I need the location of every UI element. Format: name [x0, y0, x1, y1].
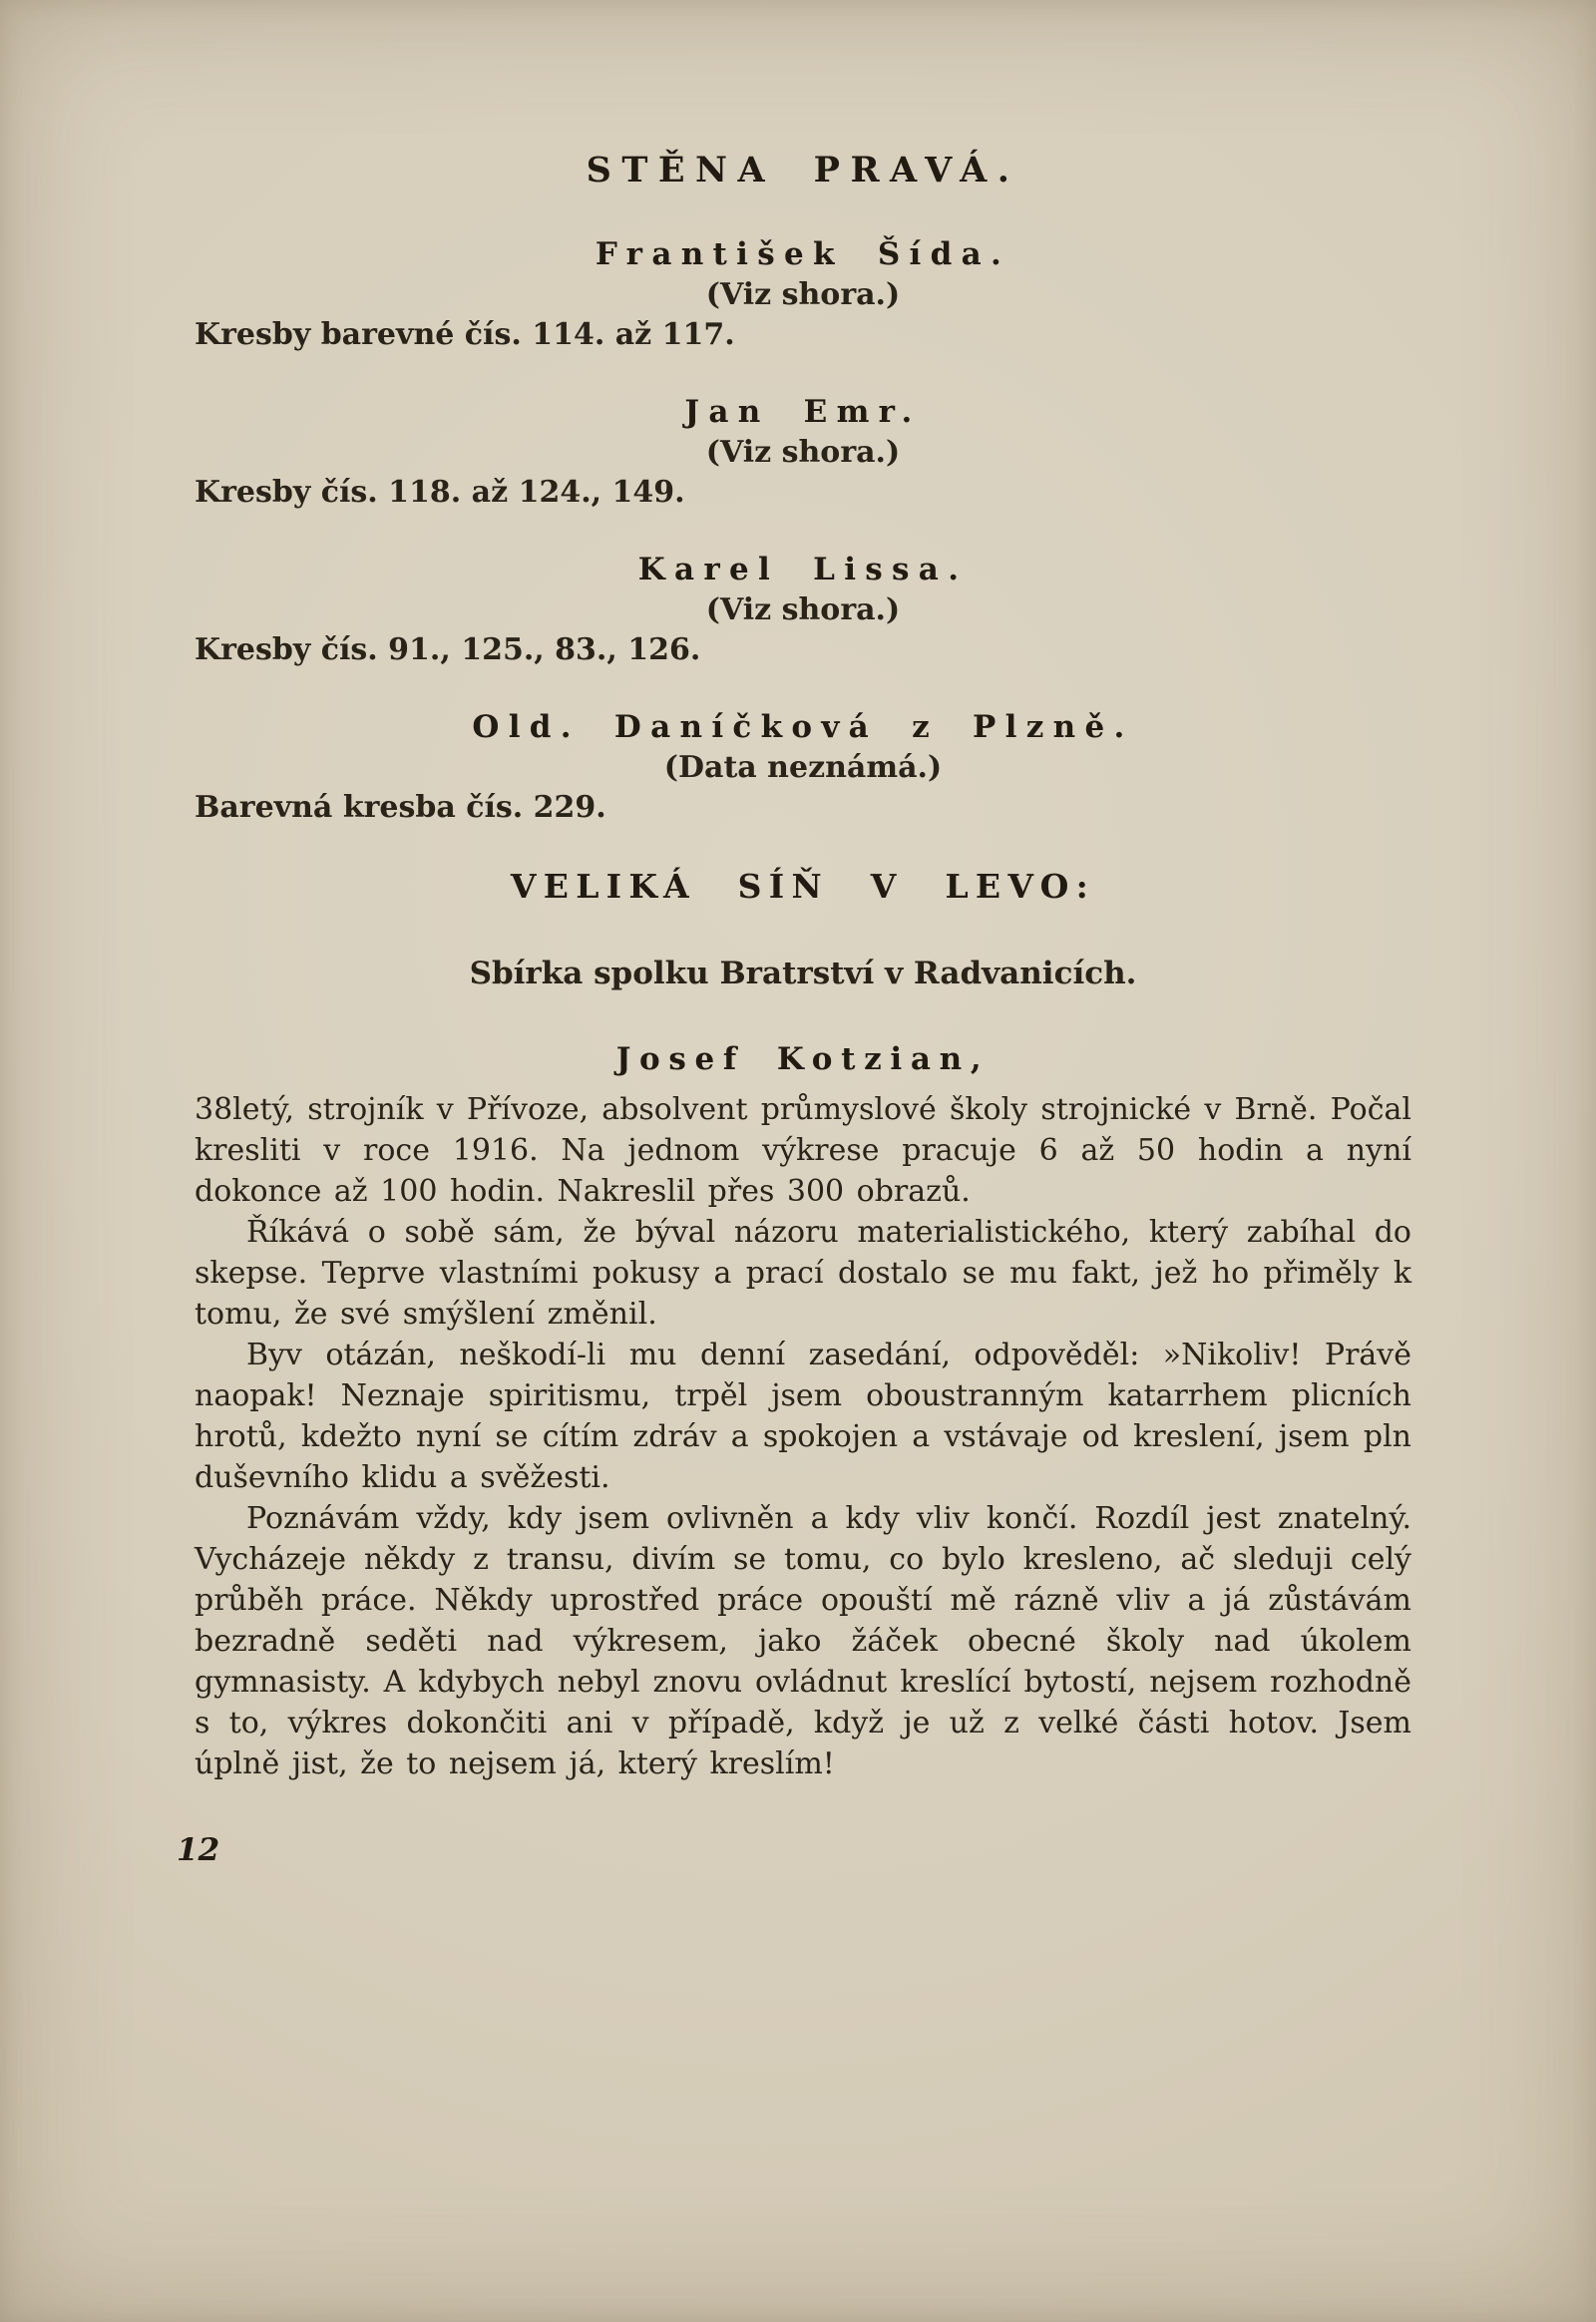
- artist-name: František Šída.: [595, 236, 1011, 272]
- biography-name: Josef Kotzian,: [615, 1041, 991, 1077]
- artist-note: (Viz shora.): [705, 435, 901, 470]
- page-number: 12: [177, 1832, 220, 1868]
- artist-works: Kresby čís. 118. až 124., 149.: [195, 475, 685, 510]
- artist-entry: [195, 394, 1411, 510]
- biography-paragraph: Říkává o sobě sám, že býval názoru materialistického, který zabíhal do skepse. Teprve vlastními pokusy a prací dostalo se mu fakt, jež ho přiměly k tomu, že své smýšlení změnil.: [195, 1215, 1411, 1332]
- biography-paragraph: Poznávám vždy, kdy jsem ovlivněn a kdy vliv končí. Rozdíl jest znatelný. Vycházeje někdy z transu, divím se tomu, co bylo kresleno, ač sleduji celý průběh práce. Někdy uprostřed práce opouští mě rázně vliv a já zůstávám bezradně seděti nad výkresem, jako žáček obecné školy nad úkolem gymnasisty. A kdybych nebyl znovu ovládnut kreslící bytostí, nejsem rozhodně s to, výkres dokončiti ani v případě, když je už z velké části hotov. Jsem úplně jist, že to nejsem já, který kreslím!: [195, 1501, 1411, 1781]
- hall-heading: VELIKÁ SÍŇ V LEVO:: [510, 867, 1096, 906]
- artist-note: (Viz shora.): [705, 592, 901, 627]
- artist-entry: [195, 709, 1411, 825]
- artist-name: Old. Daníčková z Plzně.: [472, 709, 1134, 745]
- artist-name: Jan Emr.: [684, 394, 922, 430]
- artist-entry: [195, 552, 1411, 667]
- artist-name: Karel Lissa.: [637, 552, 969, 587]
- biography-paragraph: 38letý, strojník v Přívoze, absolvent průmyslové školy strojnické v Brně. Počal kresliti v roce 1916. Na jednom výkrese pracuje 6 až 50 hodin a nyní dokonce až 100 hodin. Nakreslil přes 300 obrazů.: [195, 1092, 1411, 1209]
- artist-works: Barevná kresba čís. 229.: [195, 790, 606, 825]
- artist-note: (Viz shora.): [705, 277, 901, 312]
- artist-entry: [195, 236, 1411, 352]
- collection-subheading: Sbírka spolku Bratrství v Radvanicích.: [469, 956, 1137, 991]
- biography-paragraph: Byv otázán, neškodí-li mu denní zasedání, odpověděl: »Nikoliv! Právě naopak! Neznaje spiritismu, trpěl jsem oboustranným katarrhem plicních hrotů, kdežto nyní se cítím zdráv a spokojen a vstávaje od kreslení, jsem pln duševního klidu a svěžesti.: [195, 1338, 1411, 1495]
- artist-works: Kresby barevné čís. 114. až 117.: [195, 317, 735, 352]
- page-heading: STĚNA PRAVÁ.: [586, 150, 1020, 191]
- artist-works: Kresby čís. 91., 125., 83., 126.: [195, 632, 701, 667]
- artist-note: (Data neznámá.): [663, 750, 943, 785]
